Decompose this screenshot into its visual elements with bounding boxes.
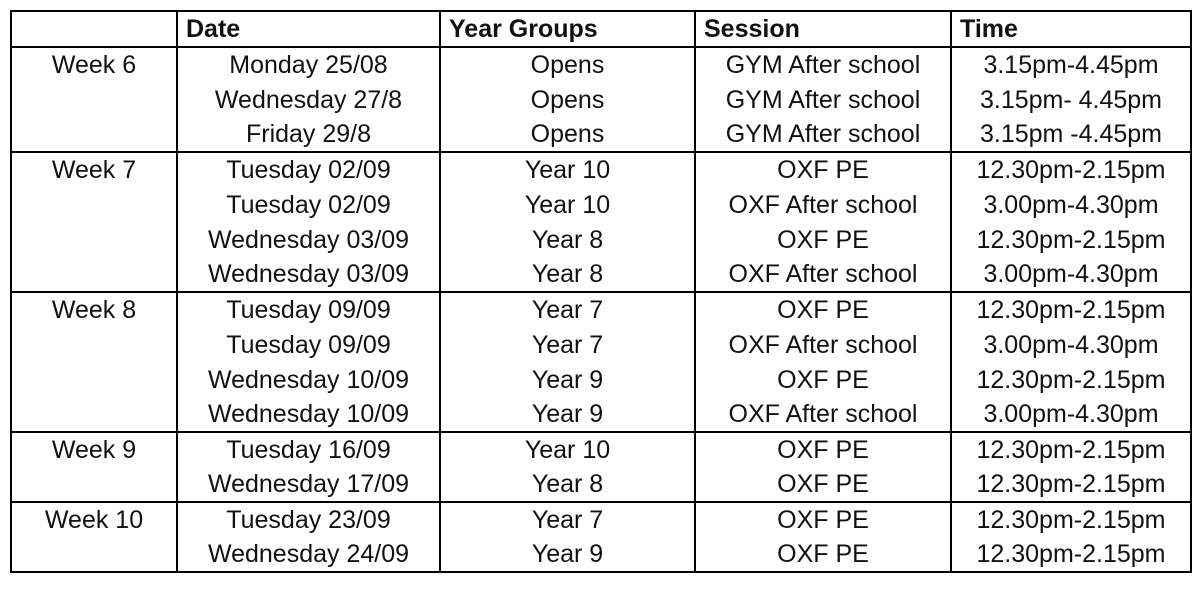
session-cell: OXF After school — [695, 327, 951, 362]
date-cell: Wednesday 10/09 — [177, 362, 440, 397]
table-row — [11, 432, 1191, 467]
time-cell: 12.30pm-2.15pm — [951, 292, 1191, 327]
date-cell: Wednesday 10/09 — [177, 397, 440, 432]
year-group-cell: Year 8 — [440, 467, 695, 502]
time-cell: 3.00pm-4.30pm — [951, 257, 1191, 292]
date-cell: Tuesday 23/09 — [177, 502, 440, 537]
year-group-cell: Year 7 — [440, 292, 695, 327]
table-row — [11, 82, 1191, 117]
date-cell: Wednesday 03/09 — [177, 257, 440, 292]
time-cell: 3.15pm -4.45pm — [951, 117, 1191, 152]
date-cell: Wednesday 24/09 — [177, 537, 440, 572]
year-group-cell: Year 10 — [440, 152, 695, 187]
date-cell: Wednesday 27/8 — [177, 82, 440, 117]
table-row — [11, 292, 1191, 327]
time-cell: 12.30pm-2.15pm — [951, 502, 1191, 537]
session-cell: OXF PE — [695, 152, 951, 187]
year-group-cell: Year 9 — [440, 362, 695, 397]
date-cell: Tuesday 09/09 — [177, 292, 440, 327]
date-cell: Wednesday 03/09 — [177, 222, 440, 257]
year-group-cell: Year 10 — [440, 432, 695, 467]
time-cell: 12.30pm-2.15pm — [951, 152, 1191, 187]
session-cell: OXF PE — [695, 222, 951, 257]
session-cell: GYM After school — [695, 117, 951, 152]
table-row — [11, 117, 1191, 152]
table-row — [11, 467, 1191, 502]
schedule-table — [10, 10, 1192, 573]
year-group-cell: Year 7 — [440, 502, 695, 537]
session-cell: OXF After school — [695, 257, 951, 292]
header-year-groups: Year Groups — [440, 11, 695, 47]
table-row — [11, 187, 1191, 222]
session-cell: OXF After school — [695, 397, 951, 432]
year-group-cell: Year 10 — [440, 187, 695, 222]
header-week — [11, 11, 177, 47]
date-cell: Tuesday 02/09 — [177, 152, 440, 187]
session-cell: GYM After school — [695, 82, 951, 117]
week-label: Week 7 — [11, 152, 177, 292]
date-cell: Wednesday 17/09 — [177, 467, 440, 502]
header-session: Session — [695, 11, 951, 47]
year-group-cell: Opens — [440, 117, 695, 152]
time-cell: 3.15pm- 4.45pm — [951, 82, 1191, 117]
date-cell: Monday 25/08 — [177, 47, 440, 82]
table-row — [11, 397, 1191, 432]
session-cell: OXF PE — [695, 467, 951, 502]
header-time: Time — [951, 11, 1191, 47]
time-cell: 12.30pm-2.15pm — [951, 362, 1191, 397]
week-label: Week 9 — [11, 432, 177, 502]
year-group-cell: Opens — [440, 47, 695, 82]
year-group-cell: Year 7 — [440, 327, 695, 362]
table-row — [11, 257, 1191, 292]
table-row — [11, 362, 1191, 397]
date-cell: Tuesday 16/09 — [177, 432, 440, 467]
header-date: Date — [177, 11, 440, 47]
session-cell: OXF After school — [695, 187, 951, 222]
table-row — [11, 152, 1191, 187]
date-cell: Tuesday 02/09 — [177, 187, 440, 222]
time-cell: 3.00pm-4.30pm — [951, 397, 1191, 432]
table-row — [11, 502, 1191, 537]
year-group-cell: Year 9 — [440, 397, 695, 432]
session-cell: GYM After school — [695, 47, 951, 82]
session-cell: OXF PE — [695, 362, 951, 397]
table-row — [11, 222, 1191, 257]
table-row — [11, 537, 1191, 572]
year-group-cell: Year 8 — [440, 222, 695, 257]
time-cell: 12.30pm-2.15pm — [951, 432, 1191, 467]
year-group-cell: Opens — [440, 82, 695, 117]
session-cell: OXF PE — [695, 502, 951, 537]
session-cell: OXF PE — [695, 432, 951, 467]
date-cell: Friday 29/8 — [177, 117, 440, 152]
schedule-body — [11, 47, 1191, 572]
week-label: Week 6 — [11, 47, 177, 152]
header-row — [11, 11, 1191, 47]
table-row — [11, 327, 1191, 362]
date-cell: Tuesday 09/09 — [177, 327, 440, 362]
time-cell: 3.15pm-4.45pm — [951, 47, 1191, 82]
time-cell: 3.00pm-4.30pm — [951, 327, 1191, 362]
schedule-document — [10, 10, 1192, 573]
time-cell: 3.00pm-4.30pm — [951, 187, 1191, 222]
time-cell: 12.30pm-2.15pm — [951, 537, 1191, 572]
year-group-cell: Year 8 — [440, 257, 695, 292]
session-cell: OXF PE — [695, 292, 951, 327]
year-group-cell: Year 9 — [440, 537, 695, 572]
week-label: Week 10 — [11, 502, 177, 572]
table-row — [11, 47, 1191, 82]
week-label: Week 8 — [11, 292, 177, 432]
time-cell: 12.30pm-2.15pm — [951, 467, 1191, 502]
session-cell: OXF PE — [695, 537, 951, 572]
time-cell: 12.30pm-2.15pm — [951, 222, 1191, 257]
